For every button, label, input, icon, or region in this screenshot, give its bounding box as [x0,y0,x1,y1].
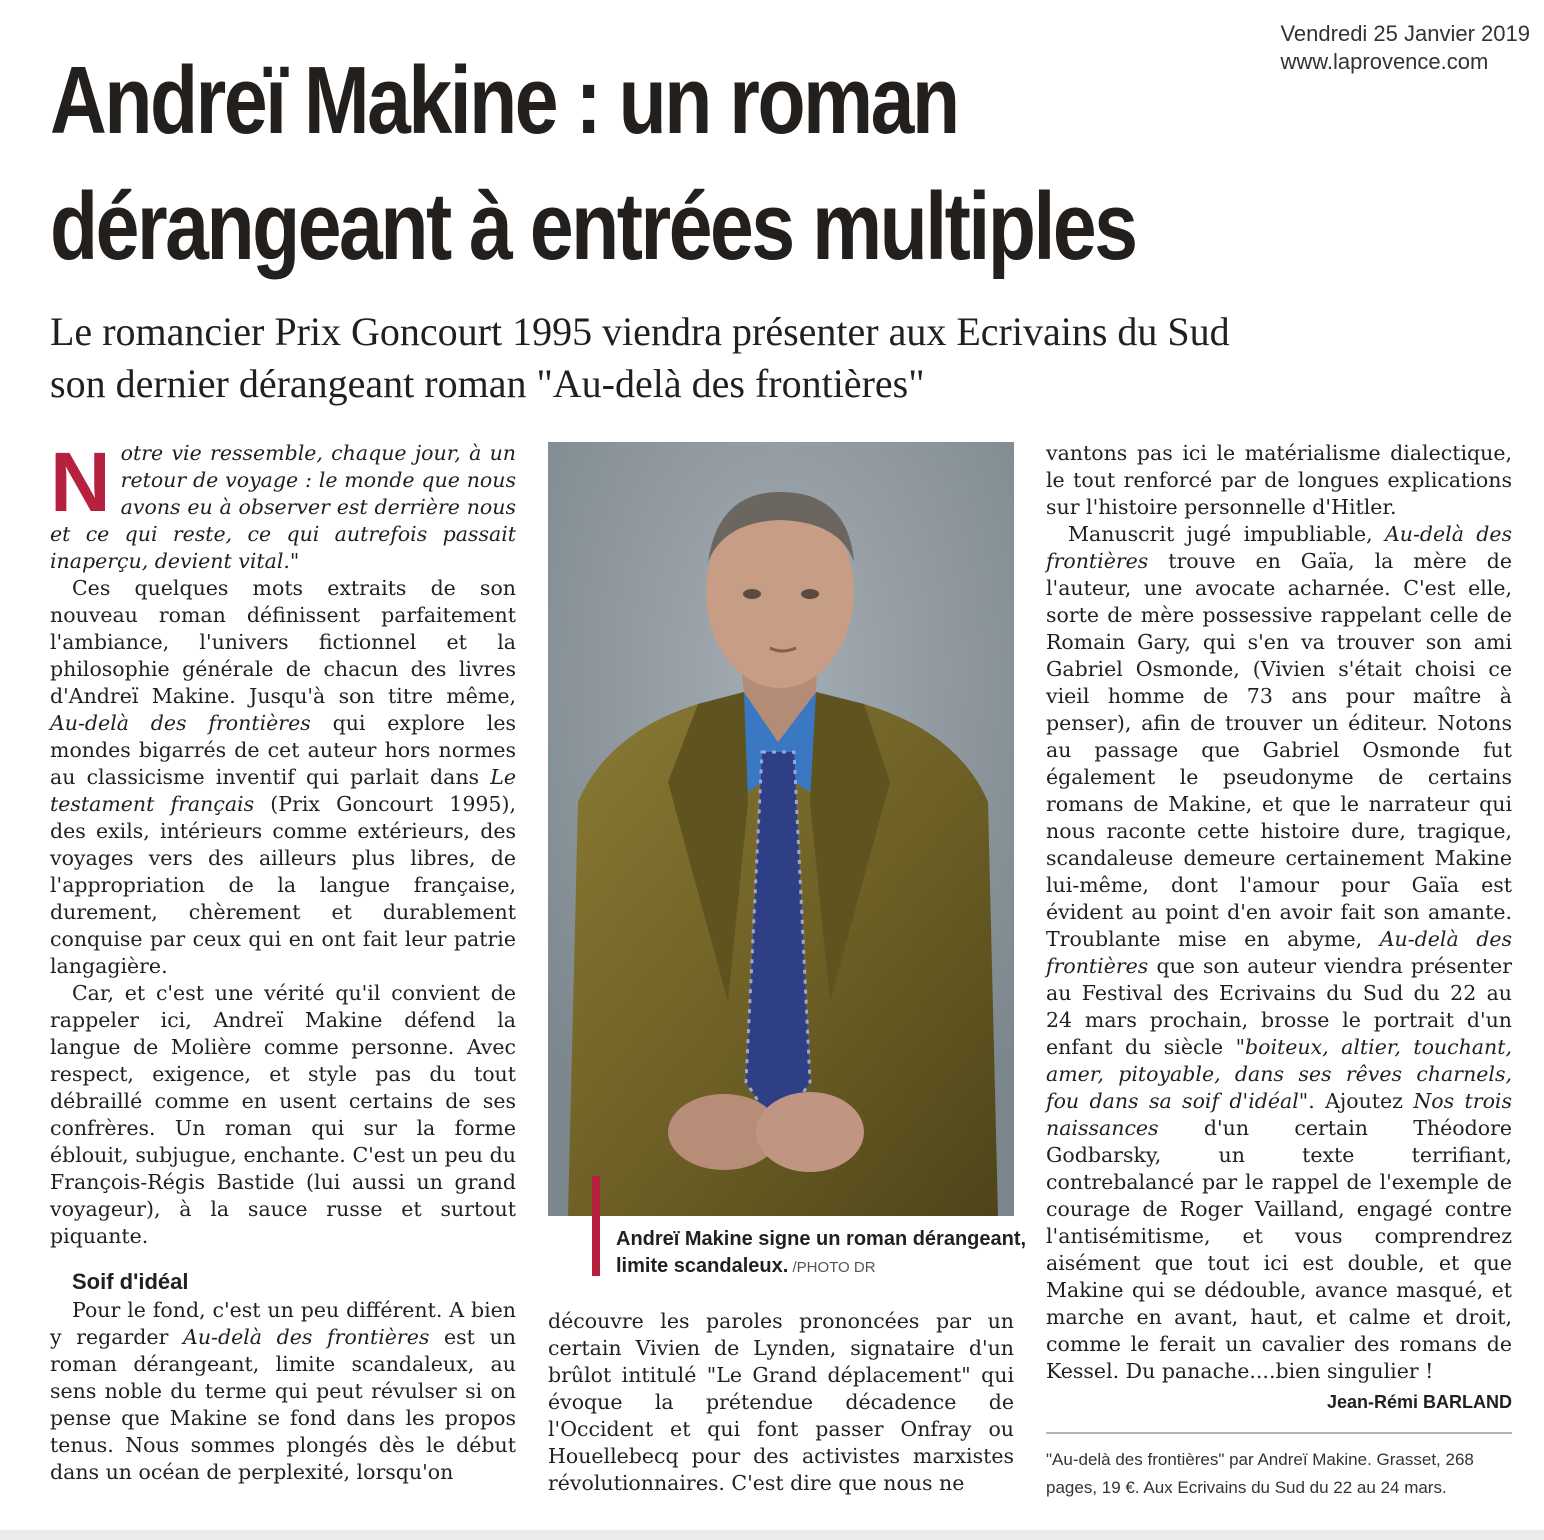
caption-text: Andreï Makine signe un roman dérangeant, limite scandaleux. [616,1228,1027,1277]
text-span: Pour le fond, c'est un peu différent. A bien y regarder [50,1298,516,1349]
paragraph [50,575,516,980]
article-column-2 [548,1308,1014,1497]
standfirst-line-2: son dernier dérangeant roman "Au-delà des frontières" [50,361,925,406]
book-title: Le testament français [50,765,516,816]
text-span: trouve en Gaïa, la mère de l'auteur, une avocate acharnée. C'est elle, sorte de mère possessive rappelant celle de Romain Gary, qui s'en va trouver son ami Gabriel Osmonde, (Vivien s'était choisi ce vieil homme de 73 ans pour maître à penser), afin de trouver un éditeur. Notons au passage que Gabriel Osmonde fut également le pseudonyme de certains romans de Makine, et que le narrateur qui nous raconte cette histoire dure, tragique, scandaleuse demeure certainement Makine lui-même, dont l'amour pour Gaïa est évident au point d'en avoir fait son amante. Troublante mise en abyme, [1046,549,1512,951]
paragraph: vantons pas ici le matérialisme dialectique, le tout renforcé par de longues explications sur l'histoire personnelle d'Hitler. [1046,441,1512,519]
book-title: Au-delà des frontières [50,711,311,735]
article-column-3 [1046,440,1512,1385]
headline-line-2: dérangeant à entrées multiples [50,173,1136,280]
book-title: Nos trois naissances [1046,1089,1512,1140]
publication-date: Vendredi 25 Janvier 2019 [1280,21,1530,46]
byline-first-name: Jean-Rémi [1326,1392,1423,1412]
photo-caption [616,1226,1036,1281]
text-span: (Prix Goncourt 1995), des exils, intérieurs comme extérieurs, des voyages vers des ailleurs plus libres, de l'appropriation de la langue française, durement, chèrement et durablement conquise par ceux qui en ont fait leur patrie langagière. [50,792,516,978]
section-subheading: Soif d'idéal [72,1269,189,1294]
caption-accent-bar [592,1176,600,1276]
book-info-footnote: "Au-delà des frontières" par Andreï Makine. Grasset, 268 pages, 19 €. Aux Ecrivains du Sud du 22 au 24 mars. [1046,1450,1474,1497]
text-span: est un roman dérangeant, limite scandaleux, au sens noble du terme qui peut révulser si on pense que Makine se fond dans les propos tenus. Nous sommes plongés dès le début dans un océan de perplexité, lorsqu'on [50,1325,516,1484]
book-title: Au-delà des frontières [1046,522,1512,573]
paragraph [1046,521,1512,1385]
opening-quote-text: otre vie ressemble, chaque jour, à un retour de voyage : le monde que nous avons eu à observer est derrière nous et ce qui reste, ce qui autrefois passait inaperçu, devient vital." [50,441,516,573]
headline-line-1: Andreï Makine : un roman [50,47,958,154]
paragraph: découvre les paroles prononcées par un certain Vivien de Lynden, signataire d'un brûlot intitulé "Le Grand déplacement" qui évoque la prétendue décadence de l'Occident et qui font passer Onfray ou Houellebecq pour des activistes marxistes révolutionnaires. C'est dire que nous ne [548,1309,1014,1495]
byline-last-name: BARLAND [1423,1392,1512,1412]
paragraph [50,1297,516,1486]
headline [50,38,1247,290]
author-photo [548,442,1014,1216]
text-span: ". Ajoutez [1298,1089,1414,1113]
article-column-1 [50,435,516,1486]
text-span: Ces quelques mots extraits de son nouveau roman définissent parfaitement l'ambiance, l'univers fictionnel et la philosophie générale de chacun des livres d'Andreï Makine. Jusqu'à son titre même, [50,576,516,708]
text-span: Manuscrit jugé impubliable, [1068,522,1385,546]
footnote-divider [1046,1432,1512,1434]
book-title: Au-delà des frontières [183,1325,430,1349]
text-span: que son auteur viendra présenter au Festival des Ecrivains du Sud du 22 au 24 mars prochain, brosse le portrait d'un enfant du siècle " [1046,954,1512,1059]
page-bottom-edge [0,1530,1544,1540]
photo-credit: /PHOTO DR [788,1259,876,1276]
book-title: Au-delà des frontières [1046,927,1512,978]
website-url: www.laprovence.com [1280,49,1489,74]
quote-text: boiteux, altier, touchant, amer, pitoyable, dans ses rêves charnels, fou dans sa soif d'idéal [1046,1035,1512,1113]
opening-quote [50,435,516,575]
standfirst [50,306,1490,410]
text-span: d'un certain Théodore Godbarsky, un texte terrifiant, contrebalancé par le rappel de l'exemple de courage de Roger Vailland, engagé contre l'antisémitisme, et vous comprendrez aisément que tout ici est double, et que Makine qui se dédouble, avance masqué, et marche en avant, haut, et calme et droit, comme le ferait un cavalier des romans de Kessel. Du panache....bien singulier ! [1046,1116,1512,1383]
drop-cap: N [50,435,111,529]
standfirst-line-1: Le romancier Prix Goncourt 1995 viendra présenter aux Ecrivains du Sud [50,309,1230,354]
paragraph: Car, et c'est une vérité qu'il convient de rappeler ici, Andreï Makine défend la langue de Molière comme personne. Avec respect, exigence, et style pas du tout débraillé comme en usent certains de ses confrères. Un roman qui sur la forme éblouit, subjugue, enchante. C'est un peu du François-Régis Bastide (lui aussi un grand voyageur), à la sauce russe et surtout piquante. [50,981,516,1248]
text-span: qui explore les mondes bigarrés de cet auteur hors normes au classicisme inventif qui parlait dans [50,711,516,789]
author-portrait-illustration [548,442,1014,1216]
dateline [1280,20,1530,76]
byline [1046,1392,1512,1413]
